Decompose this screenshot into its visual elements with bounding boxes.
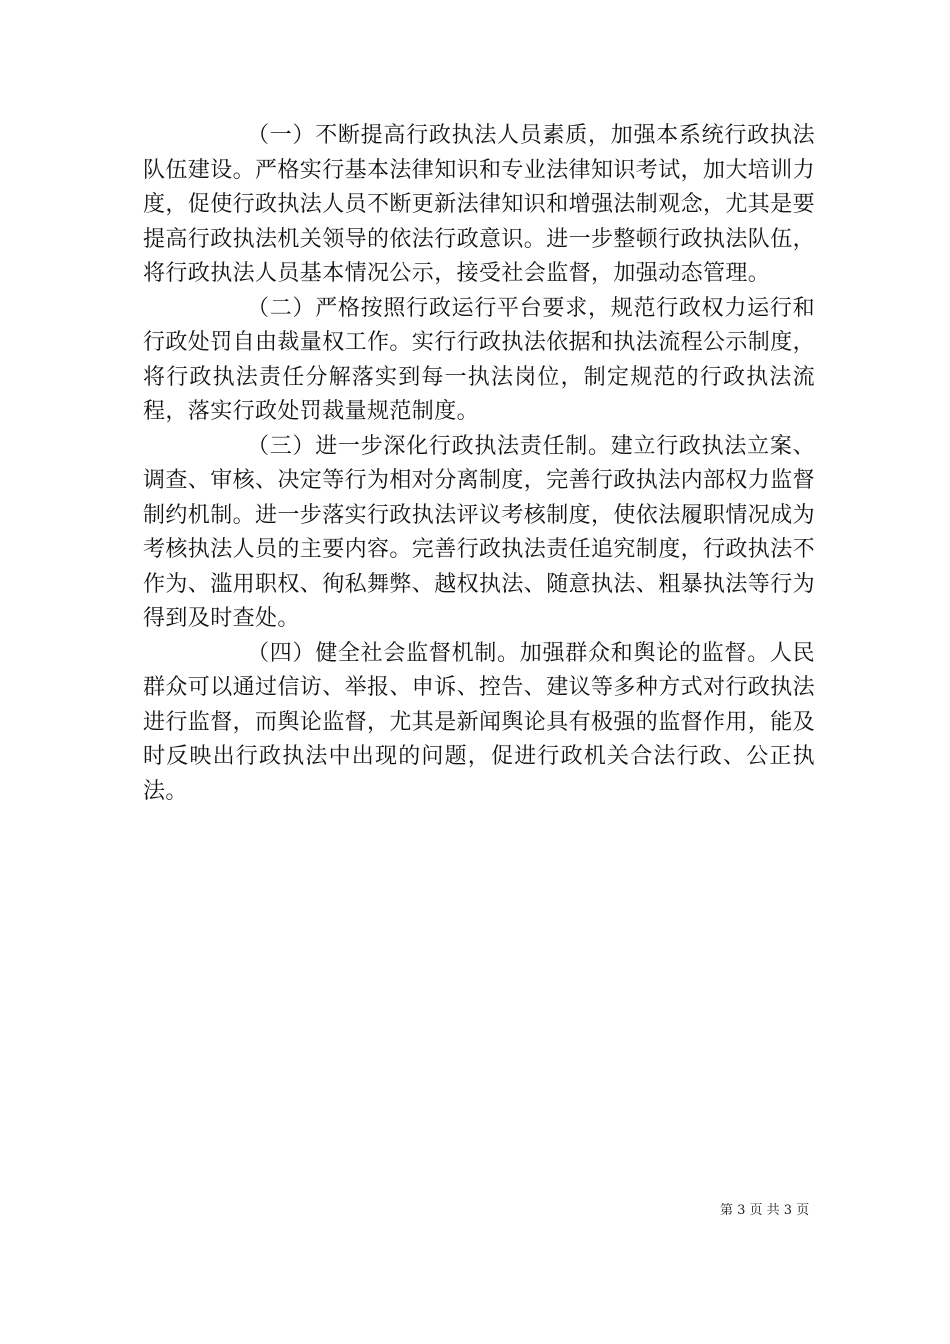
paragraph-2: （二）严格按照行政运行平台要求，规范行政权力运行和行政处罚自由裁量权工作。实行行政执法依据和执法流程公示制度，将行政执法责任分解落实到每一执法岗位，制定规范的行政执法流程，落实行政处罚裁量规范制度。 [143,295,816,424]
page-number-footer: 第 3 页 共 3 页 [720,1203,810,1218]
paragraph-1: （一）不断提高行政执法人员素质，加强本系统行政执法队伍建设。严格实行基本法律知识和专业法律知识考试，加大培训力度，促使行政执法人员不断更新法律知识和增强法制观念，尤其是要提高行政执法机关领导的依法行政意识。进一步整顿行政执法队伍，将行政执法人员基本情况公示，接受社会监督，加强动态管理。 [143,123,816,286]
paragraph-3: （三）进一步深化行政执法责任制。建立行政执法立案、调查、审核、决定等行为相对分离制度，完善行政执法内部权力监督制约机制。进一步落实行政执法评议考核制度，使依法履职情况成为考核执法人员的主要内容。完善行政执法责任追究制度，行政执法不作为、滥用职权、徇私舞弊、越权执法、随意执法、粗暴执法等行为得到及时查处。 [143,433,816,631]
paragraph-4: （四）健全社会监督机制。加强群众和舆论的监督。人民群众可以通过信访、举报、申诉、控告、建议等多种方式对行政执法进行监督，而舆论监督，尤其是新闻舆论具有极强的监督作用，能及时反映出行政执法中出现的问题，促进行政机关合法行政、公正执法。 [143,640,816,804]
body-text [143,119,815,809]
